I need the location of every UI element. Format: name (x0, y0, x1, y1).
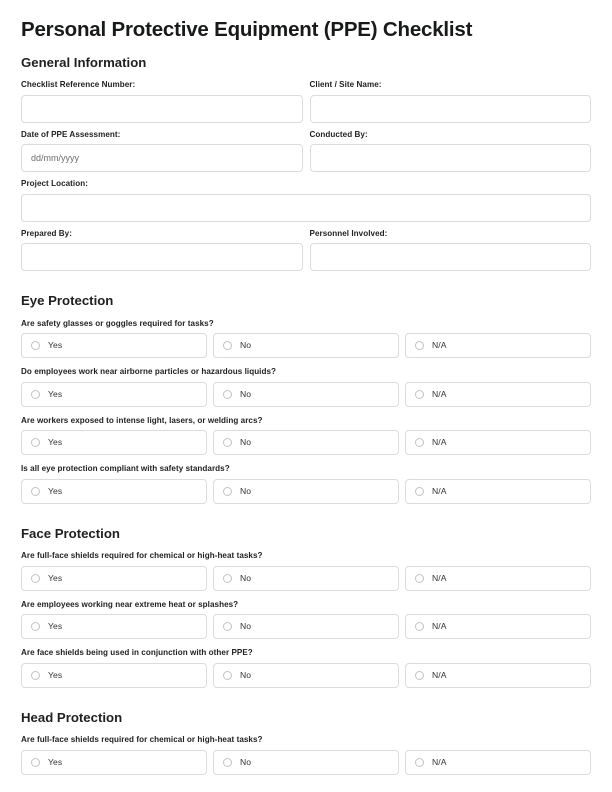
radio-icon (415, 758, 424, 767)
radio-icon (31, 390, 40, 399)
option-label-yes: Yes (48, 621, 63, 632)
option-na[interactable] (405, 479, 591, 504)
question-block (21, 367, 591, 407)
options-row (21, 750, 591, 775)
option-yes[interactable] (21, 566, 207, 591)
question-label: Are full-face shields required for chemical or high-heat tasks? (21, 551, 263, 561)
field-row-reference-client (21, 80, 591, 123)
option-label-na: N/A (432, 340, 447, 351)
radio-icon (415, 487, 424, 496)
option-yes[interactable] (21, 333, 207, 358)
field-label-client-site-name: Client / Site Name: (309, 80, 382, 90)
question-label: Are employees working near extreme heat or splashes? (21, 599, 239, 609)
question-label: Are full-face shields required for chemical or high-heat tasks? (21, 735, 263, 745)
radio-icon (223, 390, 232, 399)
option-yes[interactable] (21, 479, 207, 504)
option-no[interactable] (213, 430, 399, 455)
field-label-date-of-ppe-assessment: Date of PPE Assessment: (21, 129, 121, 139)
option-label-na: N/A (432, 669, 447, 680)
option-no[interactable] (213, 750, 399, 775)
radio-icon (415, 390, 424, 399)
option-yes[interactable] (21, 663, 207, 688)
option-no[interactable] (213, 663, 399, 688)
radio-icon (415, 574, 424, 583)
option-label-na: N/A (432, 388, 447, 399)
options-row (21, 566, 591, 591)
option-yes[interactable] (21, 382, 207, 407)
field-personnel-involved (310, 229, 592, 272)
option-no[interactable] (213, 333, 399, 358)
question-label: Do employees work near airborne particles or hazardous liquids? (21, 367, 277, 377)
radio-icon (415, 438, 424, 447)
option-label-yes: Yes (48, 340, 63, 351)
question-label: Are face shields being used in conjunction with other PPE? (21, 648, 253, 658)
option-label-na: N/A (432, 756, 447, 767)
field-project-location (21, 179, 591, 222)
input-project-location[interactable] (21, 194, 591, 222)
options-row (21, 333, 591, 358)
option-yes[interactable] (21, 750, 207, 775)
field-label-prepared-by: Prepared By: (21, 228, 72, 238)
input-prepared-by[interactable] (21, 243, 303, 271)
option-label-na: N/A (432, 621, 447, 632)
question-block (21, 319, 591, 359)
input-client-site-name[interactable] (310, 95, 592, 123)
option-na[interactable] (405, 663, 591, 688)
option-label-no: No (240, 388, 252, 399)
option-no[interactable] (213, 479, 399, 504)
radio-icon (31, 574, 40, 583)
field-conducted-by (310, 130, 592, 173)
option-na[interactable] (405, 382, 591, 407)
option-label-no: No (240, 621, 252, 632)
radio-icon (223, 671, 232, 680)
page-title: Personal Protective Equipment (PPE) Checklist (21, 18, 473, 41)
option-na[interactable] (405, 430, 591, 455)
option-na[interactable] (405, 750, 591, 775)
option-label-no: No (240, 340, 252, 351)
radio-icon (31, 758, 40, 767)
field-row-prepared-personnel (21, 229, 591, 272)
option-no[interactable] (213, 382, 399, 407)
option-no[interactable] (213, 614, 399, 639)
radio-icon (31, 622, 40, 631)
option-label-yes: Yes (48, 756, 63, 767)
field-prepared-by (21, 229, 303, 272)
option-label-yes: Yes (48, 388, 63, 399)
option-label-na: N/A (432, 572, 447, 583)
option-label-no: No (240, 669, 252, 680)
field-checklist-reference-number (21, 80, 303, 123)
option-label-yes: Yes (48, 437, 63, 448)
radio-icon (223, 758, 232, 767)
options-row (21, 614, 591, 639)
section-heading-face-protection: Face Protection (21, 525, 120, 541)
question-block (21, 416, 591, 456)
section-heading-general-information: General Information (21, 54, 147, 70)
section-heading-eye-protection: Eye Protection (21, 293, 114, 309)
input-date-of-ppe-assessment[interactable] (21, 144, 303, 172)
radio-icon (223, 487, 232, 496)
options-row (21, 663, 591, 688)
option-na[interactable] (405, 614, 591, 639)
option-label-yes: Yes (48, 485, 63, 496)
option-label-yes: Yes (48, 572, 63, 583)
options-row (21, 479, 591, 504)
option-no[interactable] (213, 566, 399, 591)
radio-icon (223, 341, 232, 350)
question-label: Are safety glasses or goggles required for tasks? (21, 318, 214, 328)
question-label: Are workers exposed to intense light, lasers, or welding arcs? (21, 415, 263, 425)
field-row-date-conducted (21, 130, 591, 173)
question-label: Is all eye protection compliant with safety standards? (21, 464, 230, 474)
radio-icon (31, 487, 40, 496)
field-date-of-ppe-assessment (21, 130, 303, 173)
question-block (21, 735, 591, 775)
radio-icon (223, 438, 232, 447)
question-block (21, 464, 591, 504)
option-na[interactable] (405, 566, 591, 591)
option-yes[interactable] (21, 614, 207, 639)
option-label-yes: Yes (48, 669, 63, 680)
radio-icon (31, 671, 40, 680)
question-block (21, 551, 591, 591)
option-label-no: No (240, 756, 252, 767)
radio-icon (223, 574, 232, 583)
option-label-no: No (240, 437, 252, 448)
radio-icon (31, 438, 40, 447)
option-na[interactable] (405, 333, 591, 358)
field-label-project-location: Project Location: (21, 179, 88, 189)
option-label-no: No (240, 572, 252, 583)
field-label-conducted-by: Conducted By: (309, 129, 368, 139)
radio-icon (415, 341, 424, 350)
radio-icon (31, 341, 40, 350)
option-label-na: N/A (432, 485, 447, 496)
field-client-site-name (310, 80, 592, 123)
input-checklist-reference-number[interactable] (21, 95, 303, 123)
input-conducted-by[interactable] (310, 144, 592, 172)
option-yes[interactable] (21, 430, 207, 455)
radio-icon (415, 622, 424, 631)
question-block (21, 600, 591, 640)
radio-icon (223, 622, 232, 631)
options-row (21, 382, 591, 407)
field-row-project-location (21, 179, 591, 222)
input-personnel-involved[interactable] (310, 243, 592, 271)
radio-icon (415, 671, 424, 680)
field-label-checklist-reference-number: Checklist Reference Number: (21, 80, 136, 90)
option-label-na: N/A (432, 437, 447, 448)
section-heading-head-protection: Head Protection (21, 709, 123, 725)
options-row (21, 430, 591, 455)
option-label-no: No (240, 485, 252, 496)
field-label-personnel-involved: Personnel Involved: (309, 228, 388, 238)
question-block (21, 648, 591, 688)
